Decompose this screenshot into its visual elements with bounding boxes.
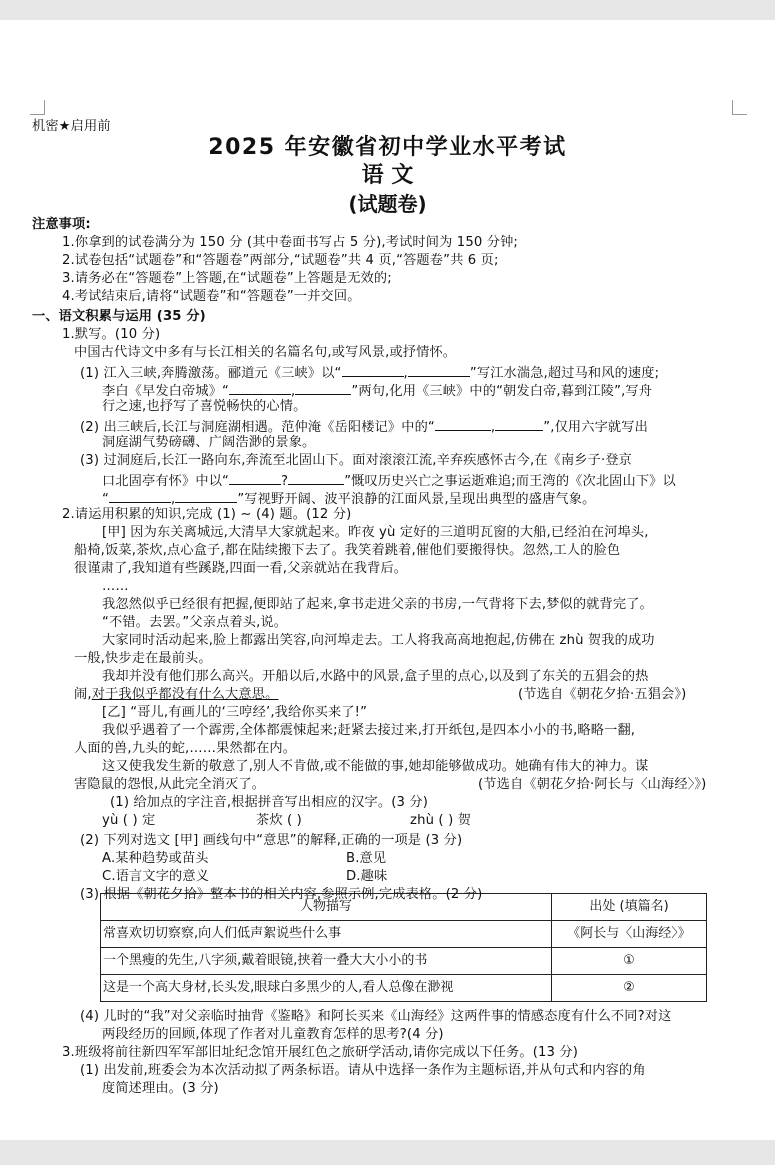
- table-cell: 《阿长与〈山海经〉》: [552, 921, 707, 948]
- notice-item: 2.试卷包括“试题卷”和“答题卷”两部分,“试题卷”共 4 页,“答题卷”共 6 页;: [62, 253, 499, 268]
- q1-part3-line1: (3) 过洞庭后,长江一路向东,奔流至北固山下。面对滚滚江流,辛弃疾感怀古今,在《南乡子·登京: [80, 453, 633, 468]
- subquestion: 两段经历的回顾,体现了作者对儿童教育怎样的思考?(4 分): [102, 1027, 444, 1042]
- q1-part1-line1: (1) 江入三峡,奔腾激荡。郦道元《三峡》以“ , ”写江水湍急,超过马和风的速度;: [80, 362, 659, 383]
- subquestion: 度简述理由。(3 分): [102, 1081, 219, 1096]
- table-cell: 一个黑瘦的先生,八字须,戴着眼镜,挟着一叠大大小小的书: [101, 948, 552, 975]
- confidential-label: 机密★启用前: [32, 119, 111, 134]
- table-row: [101, 948, 707, 975]
- notice-item: 4.考试结束后,请将“试题卷”和“答题卷”一并交回。: [62, 289, 361, 304]
- subquestion: (4) 儿时的“我”对父亲临时抽背《鉴略》和阿长买来《山海经》这两件事的情感态度有什么不同?对这: [80, 1009, 672, 1024]
- notice-item: 1.你拿到的试卷满分为 150 分 (其中卷面书写占 5 分),考试时间为 150 分钟;: [62, 235, 519, 250]
- paper-title: (试题卷): [348, 192, 427, 216]
- passage-line: 这又使我发生新的敬意了,别人不肯做,或不能做的事,她却能够做成功。她确有伟大的神力。谋: [102, 759, 649, 774]
- table-row: [101, 921, 707, 948]
- subquestion: (2) 下列对选文 [甲] 画线句中“意思”的解释,正确的一项是 (3 分): [80, 833, 463, 848]
- passage-source: (节选自《朝花夕拾·五猖会》): [518, 687, 687, 702]
- option-d: D.趣味: [346, 869, 388, 884]
- table-cell: ②: [552, 975, 707, 1002]
- corner-mark-top-left: [30, 100, 45, 115]
- question-intro: 中国古代诗文中多有与长江相关的名篇名句,或写风景,或抒情怀。: [74, 345, 457, 360]
- passage-line: 我忽然似乎已经很有把握,便即站了起来,拿书走进父亲的书房,一气背将下去,梦似的就背完了。: [102, 597, 653, 612]
- passage-line: 人面的兽,九头的蛇,……果然都在内。: [74, 741, 297, 756]
- notice-heading: 注意事项:: [32, 217, 91, 232]
- subquestion: (1) 给加点的字注音,根据拼音写出相应的汉字。(3 分): [110, 795, 429, 810]
- passage-line: 一般,快步走在最前头。: [74, 651, 212, 666]
- q1-part1-line3: 行之速,也抒写了喜悦畅快的心情。: [102, 399, 307, 414]
- table-cell: 常喜欢切切察察,向人们低声絮说些什么事: [101, 921, 552, 948]
- passage-line: [甲] 因为东关离城远,大清早大家就起来。昨夜 yù 定好的三道明瓦窗的大船,已经泊在河埠头,: [102, 525, 649, 540]
- option-a: A.某种趋势或苗头: [102, 851, 209, 866]
- table-header: 人物描写: [101, 894, 552, 921]
- subject-title: 语 文: [361, 163, 414, 188]
- q1-part2-line1: (2) 出三峡后,长江与洞庭湖相遇。范仲淹《岳阳楼记》中的“ , ”,仅用六字就写出: [80, 416, 648, 437]
- passage-line: 害隐鼠的怨恨,从此完全消灭了。: [74, 777, 266, 792]
- viewer-top-bar: [0, 0, 775, 20]
- question-heading: 1.默写。(10 分): [62, 327, 161, 342]
- table-row: [101, 975, 707, 1002]
- q1-part3-line2: 口北固亭有怀》中以“ ? ”慨叹历史兴亡之事运逝难追;而王湾的《次北固山下》以: [102, 470, 676, 491]
- option-c: C.语言文字的意义: [102, 869, 210, 884]
- passage-ellipsis: ……: [102, 579, 129, 594]
- pinyin-item: zhù ( ) 贺: [410, 813, 472, 828]
- answer-table: [100, 893, 707, 1002]
- question-heading: 2.请运用积累的知识,完成 (1) ~ (4) 题。(12 分): [62, 507, 352, 522]
- passage-line: 大家同时活动起来,脸上都露出笑容,向河埠走去。工人将我高高地抱起,仿佛在 zhù 贺我的成功: [102, 633, 655, 648]
- q1-part1-line2: 李白《早发白帝城》“ , ”两句,化用《三峡》中的“朝发白帝,暮到江陵”,写舟: [102, 380, 652, 401]
- table-cell: ①: [552, 948, 707, 975]
- pinyin-item: yù ( ) 定: [102, 813, 156, 828]
- notice-item: 3.请务必在“答题卷”上答题,在“试题卷”上答题是无效的;: [62, 271, 392, 286]
- table-header: 出处 (填篇名): [552, 894, 707, 921]
- viewer-bottom-bar: [0, 1140, 775, 1165]
- table-cell: 这是一个高大身材,长头发,眼球白多黑少的人,看人总像在渺视: [101, 975, 552, 1002]
- passage-line: 很谨肃了,我知道有些蹊跷,四面一看,父亲就站在我背后。: [74, 561, 408, 576]
- question-heading: 3.班级将前往新四军军部旧址纪念馆开展红色之旅研学活动,请你完成以下任务。(13 分): [62, 1045, 579, 1060]
- table-header-row: [101, 894, 707, 921]
- corner-mark-top-right: [732, 100, 747, 115]
- q1-part2-line2: 洞庭湖气势磅礴、广阔浩渺的景象。: [102, 435, 316, 450]
- section-heading: 一、语文积累与运用 (35 分): [32, 309, 206, 324]
- passage-line: “不错。去罢。”父亲点着头,说。: [102, 615, 288, 630]
- passage-line: 我却并没有他们那么高兴。开船以后,水路中的风景,盒子里的点心,以及到了东关的五猖会的热: [102, 669, 649, 684]
- passage-line: 船椅,饭菜,茶炊,点心盒子,都在陆续搬下去了。我笑着跳着,催他们要搬得快。忽然,工人的脸色: [74, 543, 621, 558]
- q1-part3-line3: “ , ”写视野开阔、波平浪静的江面风景,呈现出典型的盛唐气象。: [102, 488, 595, 509]
- pinyin-item: 茶炊 ( ): [256, 813, 302, 828]
- passage-line: 我似乎遇着了一个霹雳,全体都震悚起来;赶紧去接过来,打开纸包,是四本小小的书,略略一翻,: [102, 723, 636, 738]
- subquestion: (1) 出发前,班委会为本次活动拟了两条标语。请从中选择一条作为主题标语,并从句式和内容的角: [80, 1063, 646, 1078]
- passage-line: [乙] “哥儿,有画儿的‘三哼经’,我给你买来了!”: [102, 705, 368, 720]
- subquestion: (3) 根据《朝花夕拾》整本书的相关内容,参照示例,完成表格。(2 分): [80, 887, 483, 902]
- option-b: B.意见: [346, 851, 387, 866]
- passage-line: 闹,对于我似乎都没有什么大意思。: [74, 687, 279, 702]
- exam-title: 2025 年安徽省初中学业水平考试: [208, 135, 567, 160]
- underlined-sentence: 对于我似乎都没有什么大意思。: [91, 687, 279, 702]
- passage-source: (节选自《朝花夕拾·阿长与〈山海经〉》): [478, 777, 707, 792]
